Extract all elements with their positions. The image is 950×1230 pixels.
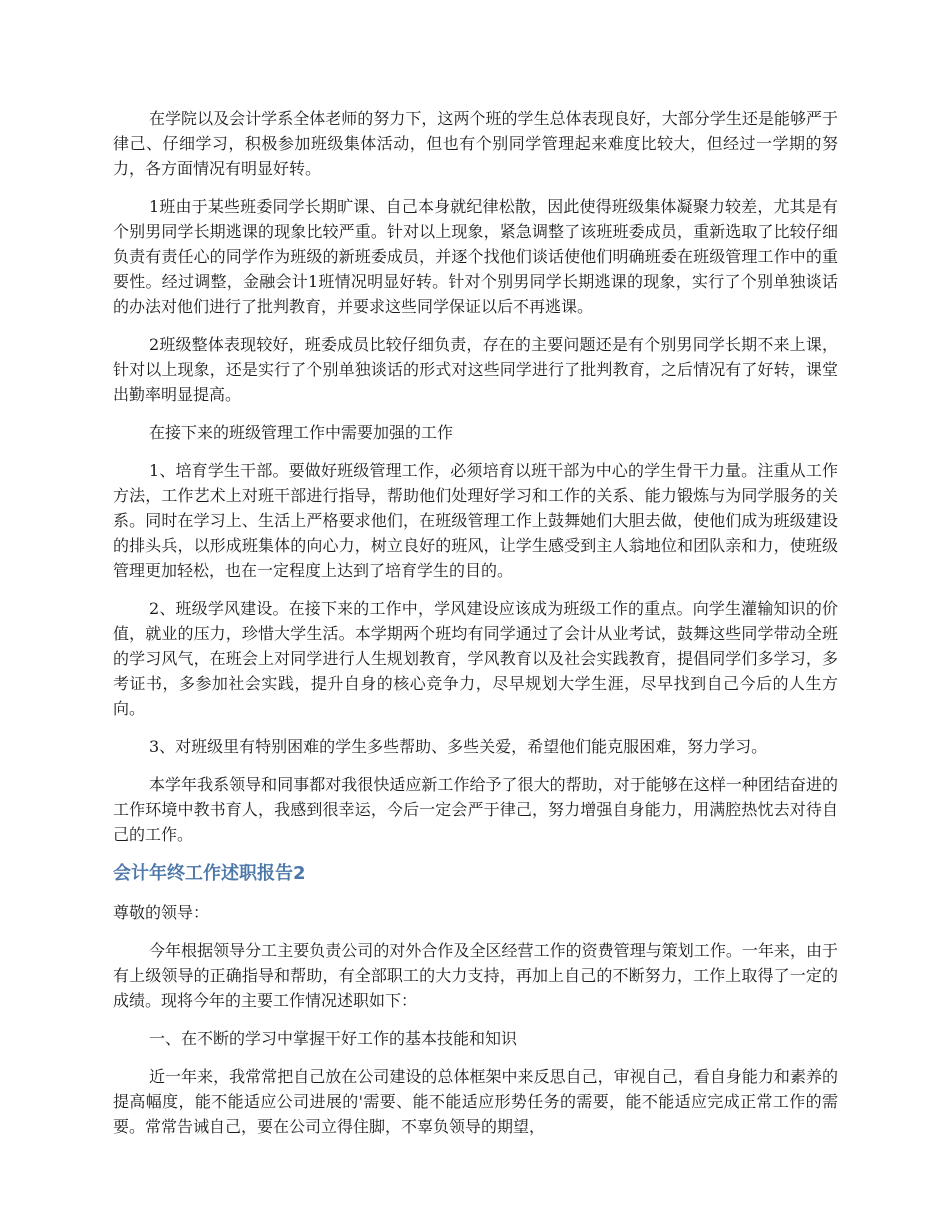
body-paragraph: 3、对班级里有特别困难的学生多些帮助、多些关爱，希望他们能克服困难，努力学习。 xyxy=(149,737,768,756)
body-paragraph: 在学院以及会计学系全体老师的努力下，这两个班的学生总体表现良好，大部分学生还是能够严于律己、仔细学习，积极参加班级集体活动，但也有个别同学管理起来难度比较大，但经过一学期的努力，各方面情况有明显好转。 xyxy=(113,109,838,178)
body-paragraph: 今年根据领导分工主要负责公司的对外合作及全区经营工作的资费管理与策划工作。一年来，由于有上级领导的正确指导和帮助，有全部职工的大力支持，再加上自己的不断努力，工作上取得了一定的成绩。现将今年的主要工作情况述职如下： xyxy=(113,941,838,1010)
body-paragraph: 1、培育学生干部。要做好班级管理工作，必须培育以班干部为中心的学生骨干力量。注重从工作方法，工作艺术上对班干部进行指导，帮助他们处理好学习和工作的关系、能力锻炼与为同学服务的关系。同时在学习上、生活上严格要求他们，在班级管理工作上鼓舞她们大胆去做，使他们成为班级建设的排头兵，以形成班集体的向心力，树立良好的班风，让学生感受到主人翁地位和团队亲和力，使班级管理更加轻松，也在一定程度上达到了培育学生的目的。 xyxy=(113,461,838,580)
body-paragraph: 本学年我系领导和同事都对我很快适应新工作给予了很大的帮助，对于能够在这样一种团结奋进的工作环境中教书育人，我感到很幸运，今后一定会严于律己，努力增强自身能力，用满腔热忱去对待自己的工作。 xyxy=(113,775,838,844)
body-paragraph: 1班由于某些班委同学长期旷课、自己本身就纪律松散，因此使得班级集体凝聚力较差，尤其是有个别男同学长期逃课的现象比较严重。针对以上现象，紧急调整了该班班委成员，重新选取了比较仔细负责有责任心的同学作为班级的新班委成员，并逐个找他们谈话使他们明确班委在班级管理工作中的重要性。经过调整，金融会计1班情况明显好转。针对个别男同学长期逃课的现象，实行了个别单独谈话的办法对他们进行了批判教育，并要求这些同学保证以后不再逃课。 xyxy=(113,197,838,316)
body-paragraph: 一、在不断的学习中掌握干好工作的基本技能和知识 xyxy=(149,1029,518,1048)
body-paragraph: 近一年来，我常常把自己放在公司建设的总体框架中来反思自己，审视自己，看自身能力和素养的提高幅度，能不能适应公司进展的'需要、能不能适应形势任务的需要，能不能适应完成正常工作的需要。常常告诫自己，要在公司立得住脚，不辜负领导的期望， xyxy=(113,1067,838,1136)
salutation: 尊敬的领导： xyxy=(113,903,210,922)
section-heading: 会计年终工作述职报告2 xyxy=(113,863,306,884)
body-paragraph: 2班级整体表现较好，班委成员比较仔细负责，存在的主要问题还是有个别男同学长期不来上课，针对以上现象，还是实行了个别单独谈话的形式对这些同学进行了批判教育，之后情况有了好转，课堂出勤率明显提高。 xyxy=(113,335,838,404)
body-paragraph: 2、班级学风建设。在接下来的工作中，学风建设应该成为班级工作的重点。向学生灌输知识的价值，就业的压力，珍惜大学生活。本学期两个班均有同学通过了会计从业考试，鼓舞这些同学带动全班的学习风气，在班会上对同学进行人生规划教育，学风教育以及社会实践教育，提倡同学们多学习，多考证书，多参加社会实践，提升自身的核心竞争力，尽早规划大学生涯，尽早找到自己今后的人生方向。 xyxy=(113,599,838,718)
body-paragraph: 在接下来的班级管理工作中需要加强的工作 xyxy=(149,423,454,442)
document-page xyxy=(113,106,838,1152)
